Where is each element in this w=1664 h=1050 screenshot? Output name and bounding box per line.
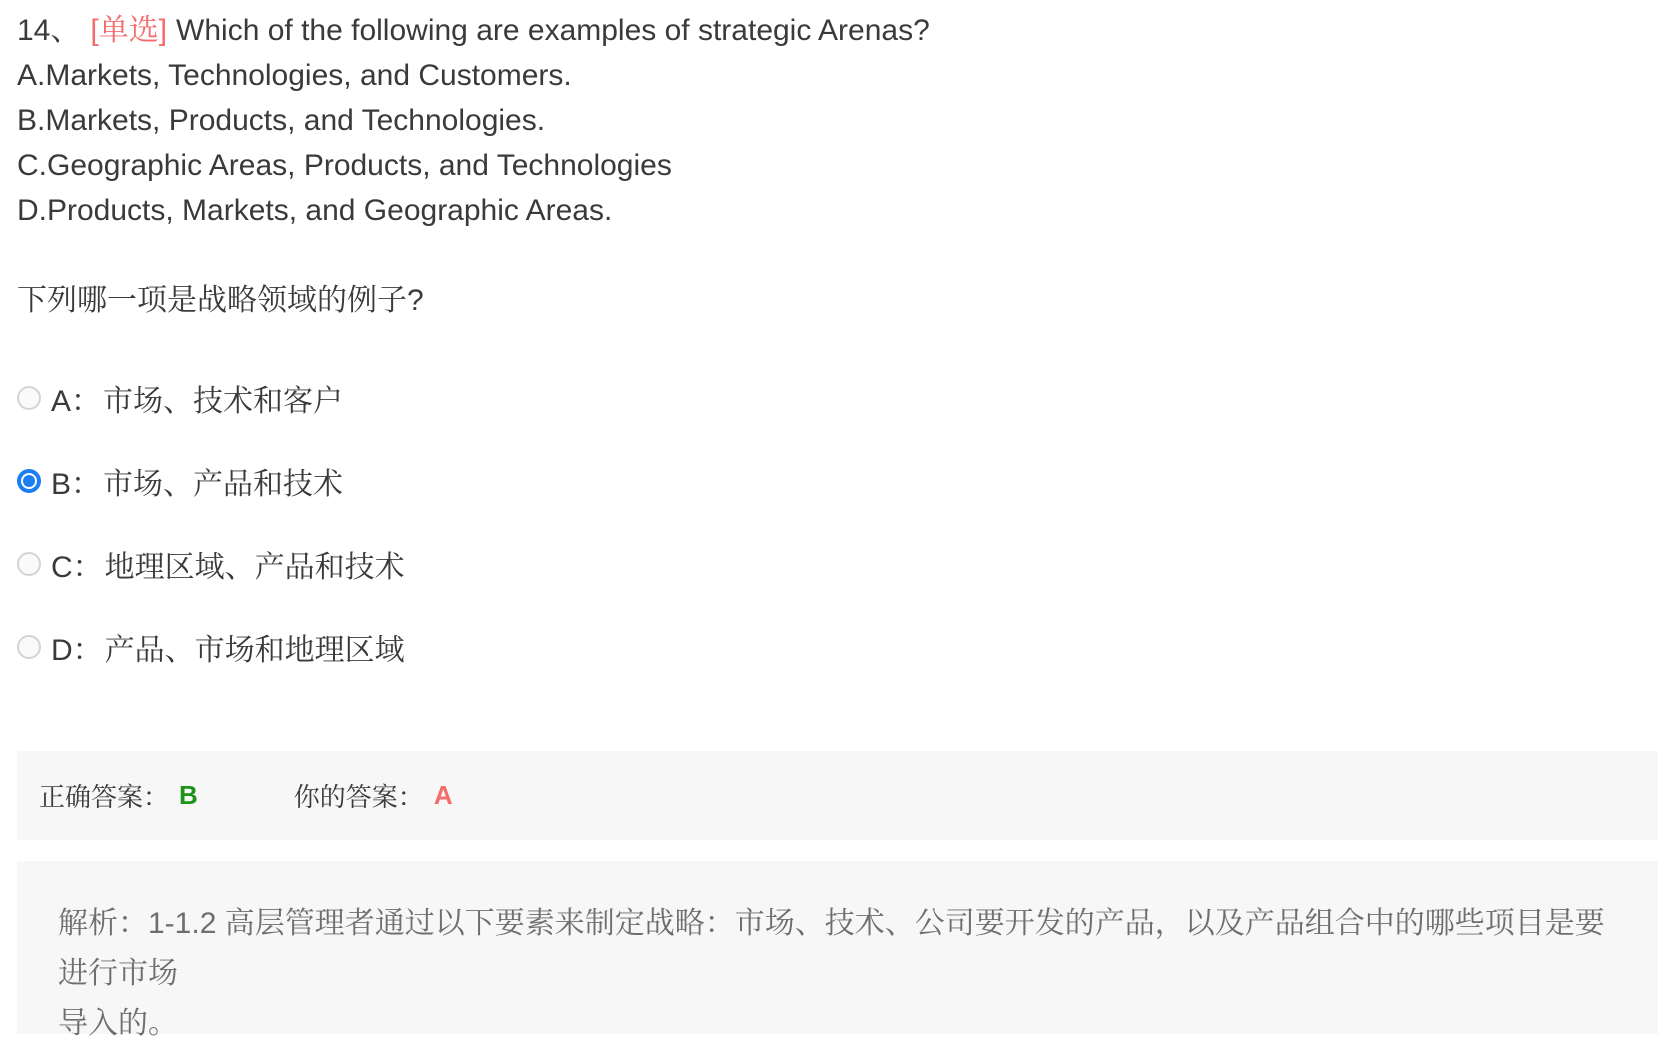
- choice-label-c: C：: [51, 550, 103, 584]
- choice-label-b: B：: [51, 467, 102, 501]
- question-title: [17, 8, 930, 53]
- question-type-badge: [单选]: [90, 14, 168, 47]
- choice-row-b[interactable]: [17, 458, 405, 503]
- explanation-line-2: 导入的。: [58, 1007, 178, 1040]
- answer-result-bar: [17, 751, 1658, 840]
- choice-text-b: 市场、产品和技术: [103, 467, 344, 501]
- choice-text-c: 地理区域、产品和技术: [104, 550, 405, 584]
- option-en-b: B.Markets, Products, and Technologies.: [17, 104, 546, 137]
- choice-row-c[interactable]: [17, 541, 405, 586]
- choice-text-a: 市场、技术和客户: [103, 384, 344, 418]
- radio-button-b[interactable]: [17, 469, 41, 493]
- option-en-d: D.Products, Markets, and Geographic Areas.: [17, 194, 613, 227]
- choice-row-d[interactable]: [17, 624, 405, 669]
- option-en-c: C.Geographic Areas, Products, and Technologies: [17, 149, 672, 182]
- question-text-zh: 下列哪一项是战略领域的例子?: [17, 284, 424, 317]
- question-number: 14、: [17, 14, 81, 47]
- choice-label-a: A：: [51, 384, 102, 418]
- correct-answer-label: 正确答案：: [39, 782, 170, 812]
- explanation-panel: [17, 861, 1658, 1040]
- choice-row-a[interactable]: [17, 375, 405, 420]
- choice-text-d: 产品、市场和地理区域: [104, 633, 405, 667]
- your-answer-label: 你的答案：: [293, 782, 424, 812]
- correct-answer-value: B: [179, 780, 198, 810]
- option-en-a: A.Markets, Technologies, and Customers.: [17, 59, 572, 92]
- question-text-en: Which of the following are examples of strategic Arenas?: [176, 14, 930, 47]
- explanation-line-1: 解析：1-1.2 高层管理者通过以下要素来制定战略：市场、技术、公司要开发的产品，以及产品组合中的哪些项目是要进行市场: [58, 907, 1605, 990]
- choices-list: [17, 375, 405, 707]
- choice-label-d: D：: [51, 633, 103, 667]
- radio-button-c[interactable]: [17, 552, 41, 576]
- question-block: [17, 8, 930, 233]
- your-answer-value: A: [433, 780, 453, 810]
- radio-button-d[interactable]: [17, 635, 41, 659]
- radio-button-a[interactable]: [17, 386, 41, 410]
